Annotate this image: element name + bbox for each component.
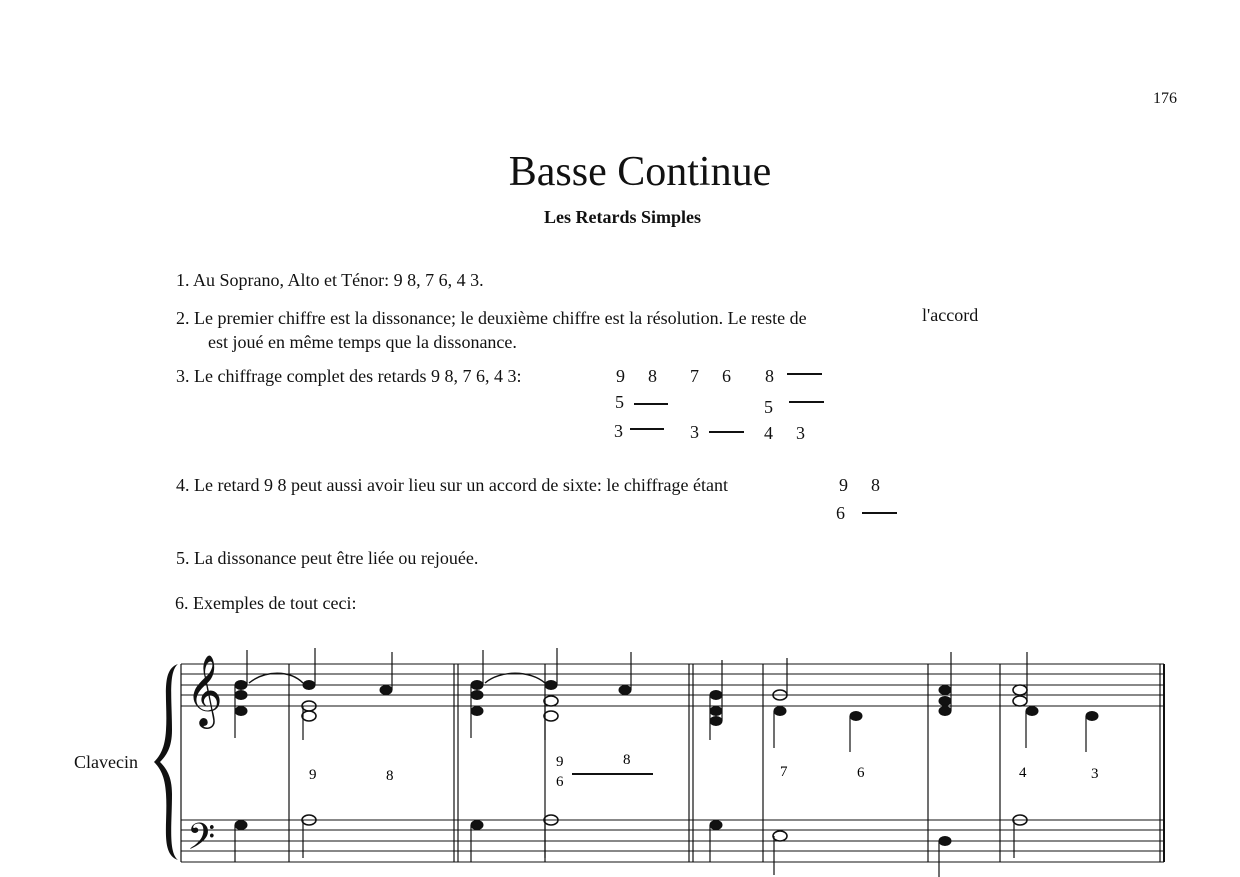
- treble-clef-icon: 𝄞: [186, 657, 223, 725]
- item-4: 4. Le retard 9 8 peut aussi avoir lieu sur un accord de sixte: le chiffrage étant: [176, 475, 728, 495]
- bass-notes: [235, 815, 1027, 877]
- barlines: [289, 664, 1164, 862]
- score-fig-m4-bottom: 6: [556, 774, 564, 790]
- fig-a-top-2: 8: [648, 366, 657, 386]
- score-fig-m8-b: 3: [1091, 766, 1099, 782]
- score-fig-m6-a: 7: [780, 764, 788, 780]
- fig-c-mid: 5: [764, 397, 773, 417]
- page-title: Basse Continue: [508, 149, 772, 195]
- score-fig-m6-b: 6: [857, 765, 865, 781]
- fig-a-bot: 3: [614, 421, 623, 441]
- item-2-line-1: 2. Le premier chiffre est la dissonance; le deuxième chiffre est la résolution. Le reste de: [176, 308, 807, 328]
- score-fig-m2-a: 9: [309, 767, 317, 783]
- item-6: 6. Exemples de tout ceci:: [175, 593, 357, 613]
- fig-4-top-1: 9: [839, 475, 848, 495]
- score-fig-m2-b: 8: [386, 768, 394, 784]
- fig-a-mid: 5: [615, 392, 624, 412]
- fig-4-bottom: 6: [836, 503, 845, 523]
- item-5: 5. La dissonance peut être liée ou rejouée.: [176, 548, 479, 568]
- score-fig-m8-a: 4: [1019, 765, 1027, 781]
- item-3: 3. Le chiffrage complet des retards 9 8, 7 6, 4 3:: [176, 366, 522, 386]
- fig-c-top: 8: [765, 366, 774, 386]
- page-subtitle: Les Retards Simples: [544, 207, 701, 227]
- score-fig-m4-b: 8: [623, 752, 631, 768]
- fig-c-bot-2: 3: [796, 423, 805, 443]
- fig-b-top-2: 6: [722, 366, 731, 386]
- fig-b-top-1: 7: [690, 366, 699, 386]
- item-1: 1. Au Soprano, Alto et Ténor: 9 8, 7 6, 4 3.: [176, 270, 484, 290]
- page-number: 176: [1153, 90, 1177, 107]
- fig-b-bot: 3: [690, 422, 699, 442]
- fig-a-top-1: 9: [616, 366, 625, 386]
- bass-staff: [181, 820, 1164, 862]
- fig-c-bot-1: 4: [764, 423, 773, 443]
- grand-staff-brace: [154, 664, 178, 860]
- score-fig-m4-top: 9: [556, 754, 564, 770]
- item-2-line-2: est joué en même temps que la dissonance.: [208, 332, 517, 352]
- bass-clef-icon: 𝄢: [187, 817, 216, 866]
- item-2-word: l'accord: [922, 305, 979, 325]
- instrument-label: Clavecin: [74, 752, 138, 772]
- fig-4-top-2: 8: [871, 475, 880, 495]
